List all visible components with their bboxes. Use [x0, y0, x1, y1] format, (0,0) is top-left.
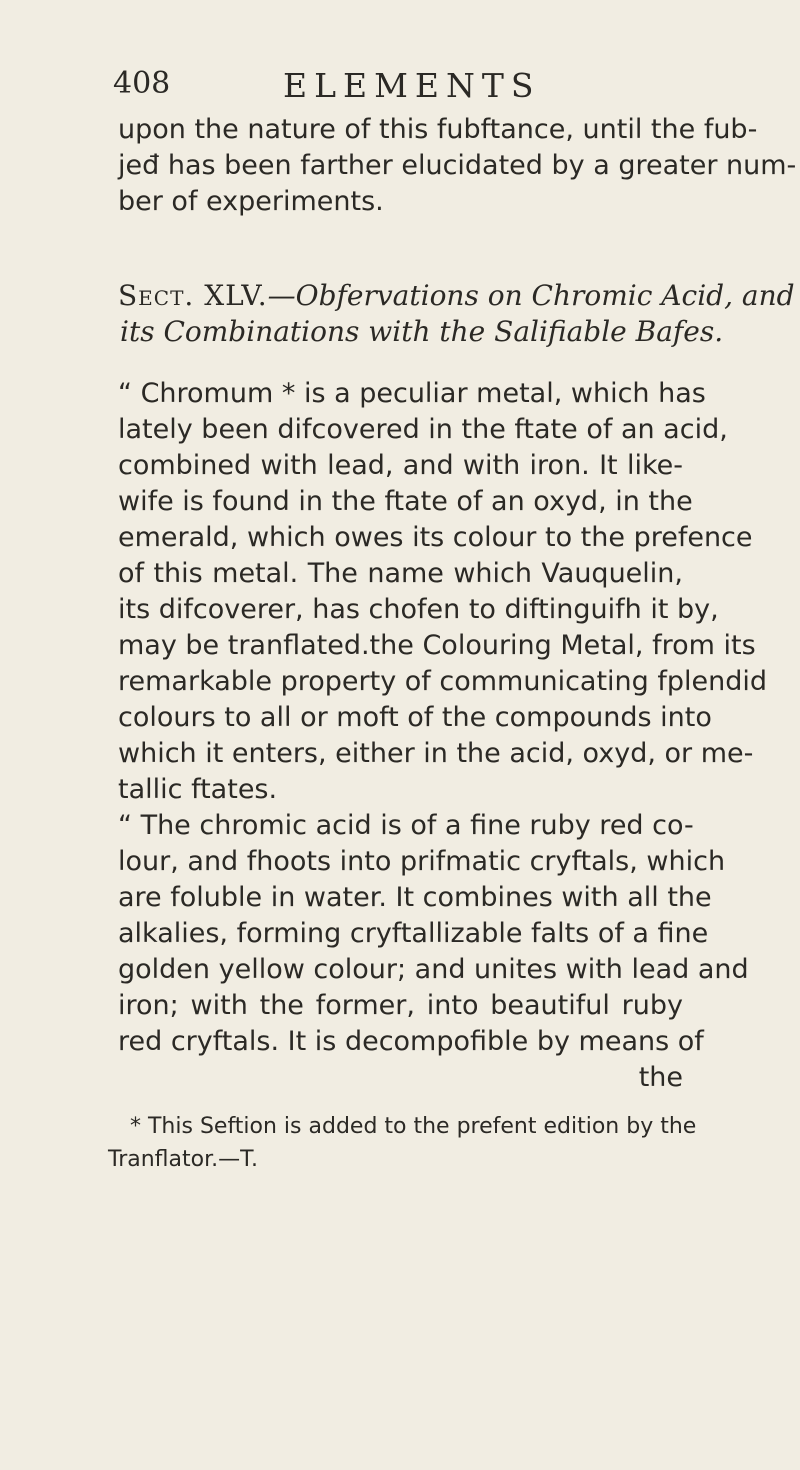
text-line: iron; with the former, into beautiful ruby: [118, 990, 683, 1021]
section-heading: [118, 279, 795, 313]
footnote-line-2: Tranflator.—T.: [108, 1147, 258, 1172]
catchword: the: [638, 1062, 683, 1093]
text-line: tallic ftates.: [118, 774, 278, 805]
running-title: ELEMENTS: [283, 66, 541, 105]
page-header: [113, 66, 713, 116]
text-line: colours to all or moft of the compounds into: [118, 702, 712, 733]
text-line: of this metal. The name which Vauquelin,: [118, 558, 683, 589]
section-title-part-1: —Obfervations on Chromic Acid, and: [267, 279, 795, 312]
text-line: golden yellow colour; and unites with lead and: [118, 954, 749, 985]
text-line: may be tranflated.the Colouring Metal, from its: [118, 630, 756, 661]
text-line: lour, and fhoots into prifmatic cryftals, which: [118, 846, 726, 877]
text-line: remarkable property of communicating fplendid: [118, 666, 768, 697]
text-line: red cryftals. It is decompofible by means of: [118, 1026, 704, 1057]
text-line: “ Chromum * is a peculiar metal, which has: [118, 378, 706, 409]
text-line: upon the nature of this fubftance, until the fub-: [118, 114, 758, 145]
text-line: lately been difcovered in the ftate of an acid,: [118, 414, 728, 445]
section-label: Sect. XLV.: [118, 279, 268, 312]
text-line: ber of experiments.: [118, 186, 384, 217]
text-line: wife is found in the ftate of an oxyd, in the: [118, 486, 693, 517]
text-line: jeđ has been farther elucidated by a greater num-: [118, 150, 797, 181]
text-line: combined with lead, and with iron. It like-: [118, 450, 683, 481]
text-line: its difcoverer, has chofen to diftinguifh it by,: [118, 594, 719, 625]
section-title-part-2: its Combinations with the Salifiable Bafes.: [120, 315, 724, 348]
text-line: which it enters, either in the acid, oxyd, or me-: [118, 738, 754, 769]
text-line: emerald, which owes its colour to the prefence: [118, 522, 753, 553]
text-line: alkalies, forming cryftallizable falts of a fine: [118, 918, 709, 949]
footnote-line-1: * This Seftion is added to the prefent edition by the: [130, 1114, 697, 1139]
page-number: 408: [113, 66, 171, 101]
text-line: are foluble in water. It combines with all the: [118, 882, 712, 913]
text-line: “ The chromic acid is of a fine ruby red co-: [118, 810, 694, 841]
